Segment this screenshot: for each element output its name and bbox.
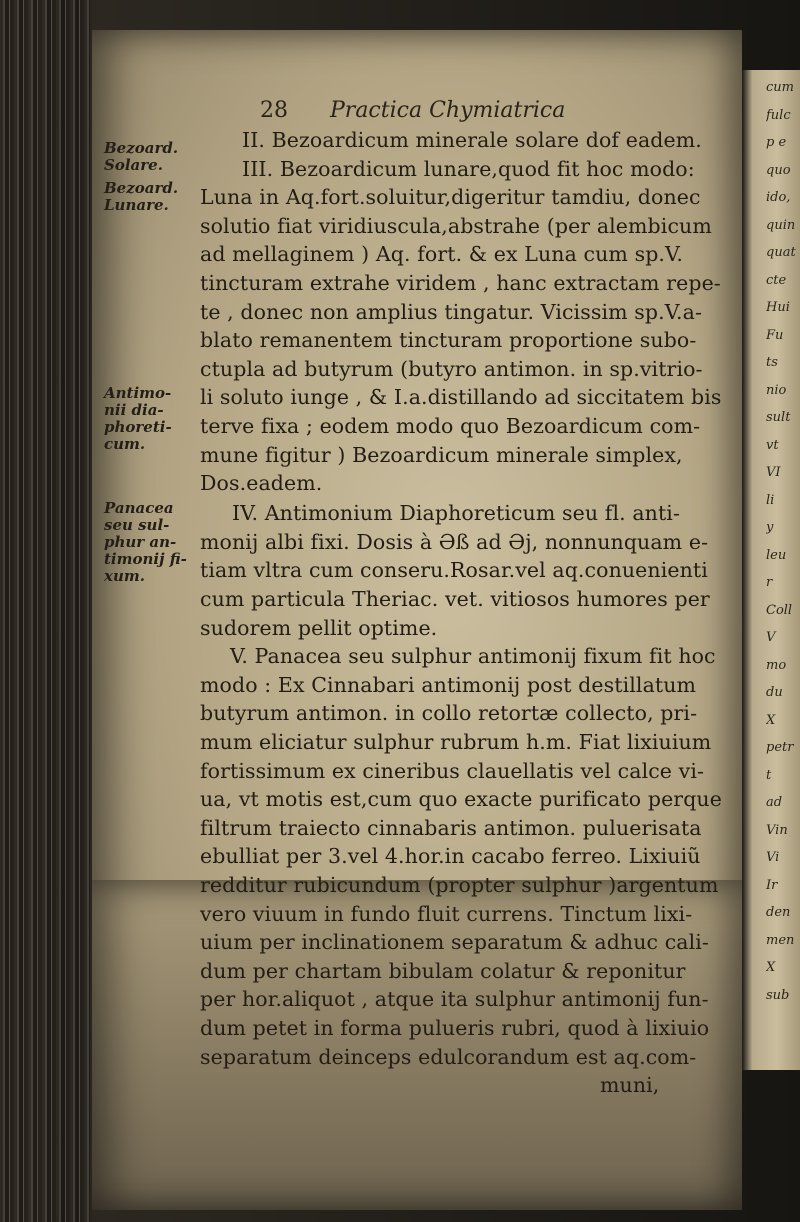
text-line: Dos.eadem. [200, 471, 323, 496]
facing-page-fragment: ts [766, 355, 778, 370]
facing-page-fragment: ad [766, 795, 783, 810]
text-line: IV. Antimonium Diaphoreticum seu fl. anti- [232, 501, 680, 526]
facing-page-fragment: r [766, 575, 773, 590]
text-line: ebulliat per 3.vel 4.hor.in cacabo ferreo. Lixiuiũ [200, 844, 701, 869]
facing-page-fragment: p e [766, 135, 787, 150]
text-line: ad mellaginem ) Aq. fort. & ex Luna cum sp.V. [200, 242, 683, 267]
facing-page-fragment: t [766, 767, 772, 783]
text-line: dum per chartam bibulam colatur & reponitur [200, 958, 686, 983]
facing-page-fragment: Ir [766, 877, 778, 893]
text-line: mum eliciatur sulphur rubrum h.m. Fiat lixiuium [200, 730, 712, 754]
facing-page-fragment: mo [766, 657, 787, 673]
facing-page-fragment: y [766, 520, 774, 535]
text-line: te , donec non amplius tingatur. Vicissim sp.V.a- [200, 299, 703, 324]
text-line: fortissimum ex cineribus clauellatis vel calce vi- [200, 758, 705, 783]
text-line: uium per inclinationem separatum & adhuc cali- [200, 930, 709, 955]
text-line: filtrum traiecto cinnabaris antimon. puluerisata [200, 815, 702, 840]
facing-page-fragment: cum [766, 80, 794, 95]
facing-page-fragment: V [766, 630, 776, 645]
facing-page-fragment: du [766, 685, 783, 700]
text-line: vero viuum in fundo fluit currens. Tinctum lixi- [200, 901, 693, 926]
facing-page-fragment: sult [766, 410, 791, 425]
text-line: dum petet in forma pulueris rubri, quod à lixiuio [200, 1016, 710, 1040]
text-line: per hor.aliquot , atque ita sulphur antimonij fun- [200, 987, 709, 1012]
margin-note: Bezoard. Solare. [104, 139, 179, 174]
book-binding [0, 0, 90, 1222]
facing-page-fragment: sub [766, 987, 790, 1003]
facing-page-fragment: Fu [766, 327, 784, 343]
facing-page-fragment: X [766, 712, 776, 728]
text-line: III. Bezoardicum lunare,quod fit hoc modo: [242, 156, 695, 181]
facing-page-fragment: Hui [766, 300, 790, 315]
facing-page-fragment: fulc [766, 107, 791, 123]
text-line: muni, [600, 1073, 660, 1098]
text-line: tiam vltra cum conseru.Rosar.vel aq.conuenienti [200, 558, 708, 583]
facing-page-fragment: den [766, 905, 791, 920]
text-line: monij albi fixi. Dosis à Əß ad Əj, nonnunquam e- [200, 529, 709, 554]
text-line: II. Bezoardicum minerale solare dof eadem. [242, 128, 702, 152]
margin-note: Bezoard. Lunare. [104, 179, 179, 214]
text-line: butyrum antimon. in collo retortæ collecto, pri- [200, 701, 698, 726]
text-line: li soluto iunge , & I.a.distillando ad siccitatem bis [200, 385, 722, 410]
facing-page-fragment: quin [766, 217, 796, 233]
text-line: separatum deinceps edulcorandum est aq.com- [200, 1044, 697, 1069]
text-line: ctupla ad butyrum (butyro antimon. in sp.vitrio- [200, 356, 703, 381]
facing-page-fragment: vt [766, 437, 779, 453]
text-line: redditur rubicundum (propter sulphur )argentum [200, 873, 719, 897]
margin-note: Antimo- nii dia- phoreti- cum. [104, 384, 172, 453]
facing-page-fragment: nio [766, 382, 787, 398]
facing-page-fragment: Coll [766, 602, 793, 618]
facing-page-fragment: cte [766, 272, 787, 288]
text-line: blato remanentem tincturam proportione subo- [200, 328, 697, 353]
page-number: 28 [260, 98, 288, 123]
facing-page-fragment: Vin [766, 822, 788, 838]
margin-note: Panacea seu sul- phur an- timonij fi- xum. [104, 499, 187, 585]
facing-page-fragment: VI [766, 465, 781, 480]
text-line: modo : Ex Cinnabari antimonij post destillatum [200, 672, 697, 697]
text-line: sudorem pellit optime. [200, 615, 438, 640]
facing-page-edge [742, 70, 800, 1070]
text-line: Luna in Aq.fort.soluitur,digeritur tamdiu, donec [200, 185, 701, 210]
text-line: solutio fiat viridiuscula,abstrahe (per alembicum [200, 213, 712, 238]
text-line: terve fixa ; eodem modo quo Bezoardicum com- [200, 414, 701, 438]
facing-page-fragment: men [766, 932, 795, 948]
text-line: ua, vt motis est,cum quo exacte purificato perque [200, 787, 722, 812]
facing-page-fragment: quat [766, 245, 796, 260]
text-line: mune figitur ) Bezoardicum minerale simplex, [200, 442, 683, 467]
text-line: cum particula Theriac. vet. vitiosos humores per [200, 587, 710, 611]
text-line: V. Panacea seu sulphur antimonij fixum fit hoc [230, 644, 716, 669]
facing-page-fragment: petr [766, 740, 794, 755]
facing-page-fragment: Vi [766, 850, 780, 865]
text-line: tincturam extrahe viridem , hanc extractam repe- [200, 271, 721, 295]
facing-page-fragment: ido, [766, 190, 791, 205]
facing-page-fragment: leu [766, 547, 787, 563]
facing-page-fragment: quo [766, 162, 791, 178]
running-title: Practica Chymiatrica [330, 98, 566, 123]
facing-page-fragment: li [766, 492, 775, 508]
facing-page-fragment: X [766, 960, 776, 975]
